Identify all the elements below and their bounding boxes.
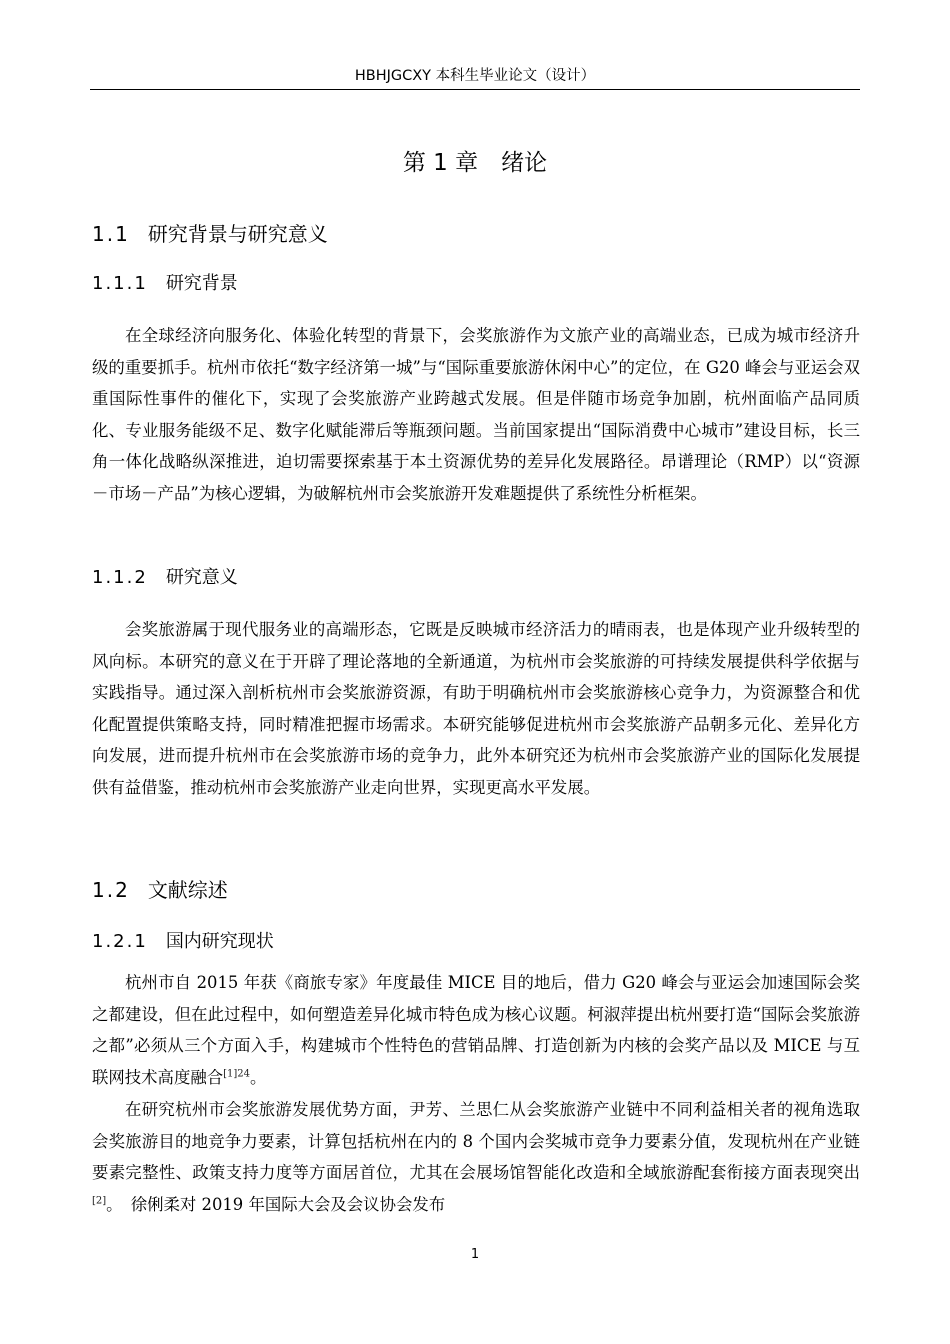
subsection-heading (92, 565, 238, 591)
section-title: 研究背景与研究意义 (147, 222, 328, 246)
section-title: 文献综述 (147, 878, 228, 902)
subsection-heading (92, 271, 238, 297)
subsection-heading (92, 929, 274, 955)
paragraph-text: 在研究杭州市会奖旅游发展优势方面，尹芳、兰思仁从会奖旅游产业链中不同利益相关者的视角选取会奖旅游目的地竞争力要素，计算包括杭州在内的 8 个国内会奖城市竞争力要素分值，发现杭州在产业链要素完整性、政策支持力度等方面居首位，尤其在会展场馆智能化改造和全域旅游配套衔接方面表现突出 (92, 1100, 860, 1183)
section-number: 1.1 (92, 222, 130, 246)
chapter-title: 第 1 章 绪论 (402, 150, 548, 176)
citation-mark: [2] (92, 1195, 107, 1207)
paragraph-text: 杭州市自 2015 年获《商旅专家》年度最佳 MICE 目的地后，借力 G20 峰会与亚运会加速国际会奖之都建设，但在此过程中，如何塑造差异化城市特色成为核心议题。柯淑萍提出杭州要打造“国际会奖旅游之都”必须从三个方面入手，构建城市个性特色的营销品牌、打造创新为内核的会奖产品以及 MICE 与互联网技术高度融合 (92, 973, 860, 1087)
subsection-number: 1.1.1 (92, 273, 148, 294)
header-rule (90, 89, 860, 90)
subsection-title: 国内研究现状 (165, 931, 274, 952)
subsection-title: 研究背景 (165, 273, 238, 294)
paragraph-text-end: 。 (250, 1067, 267, 1087)
citation-mark: [1]24 (223, 1068, 251, 1080)
section-number: 1.2 (92, 878, 130, 902)
subsection-number: 1.2.1 (92, 931, 148, 952)
page-header: HBHJGCXY 本科生毕业论文（设计） (354, 68, 596, 84)
paragraph-significance: 会奖旅游属于现代服务业的高端形态，它既是反映城市经济活力的晴雨表，也是体现产业升级转型的风向标。本研究的意义在于开辟了理论落地的全新通道，为杭州市会奖旅游的可持续发展提供科学依据与实践指导。通过深入剖析杭州市会奖旅游资源，有助于明确杭州市会奖旅游核心竞争力，为资源整合和优化配置提供策略支持，同时精准把握市场需求。本研究能够促进杭州市会奖旅游产品朝多元化、差异化方向发展，进而提升杭州市在会奖旅游市场的竞争力，此外本研究还为杭州市会奖旅游产业的国际化发展提供有益借鉴，推动杭州市会奖旅游产业走向世界，实现更高水平发展。 (92, 620, 860, 797)
paragraph-text-end: 。 徐俐柔对 2019 年国际大会及会议协会发布 (106, 1194, 446, 1214)
subsection-number: 1.1.2 (92, 567, 148, 588)
page-number: 1 (470, 1247, 480, 1262)
subsection-title: 研究意义 (165, 567, 238, 588)
section-heading (92, 220, 328, 248)
section-heading (92, 876, 228, 904)
paragraph-background: 在全球经济向服务化、体验化转型的背景下，会奖旅游作为文旅产业的高端业态，已成为城市经济升级的重要抓手。杭州市依托“数字经济第一城”与“国际重要旅游休闲中心”的定位，在 G20 峰会与亚运会双重国际性事件的催化下，实现了会奖旅游产业跨越式发展。但是伴随市场竞争加剧，杭州面临产品同质化、专业服务能级不足、数字化赋能滞后等瓶颈问题。当前国家提出“国际消费中心城市”建设目标，长三角一体化战略纵深推进，迫切需要探索基于本土资源优势的差异化发展路径。昂谱理论（RMP）以“资源－市场－产品”为核心逻辑，为破解杭州市会奖旅游开发难题提供了系统性分析框架。 (92, 326, 860, 503)
paragraph-domestic-2 (92, 1094, 860, 1220)
paragraph-domestic-1 (92, 967, 860, 1093)
